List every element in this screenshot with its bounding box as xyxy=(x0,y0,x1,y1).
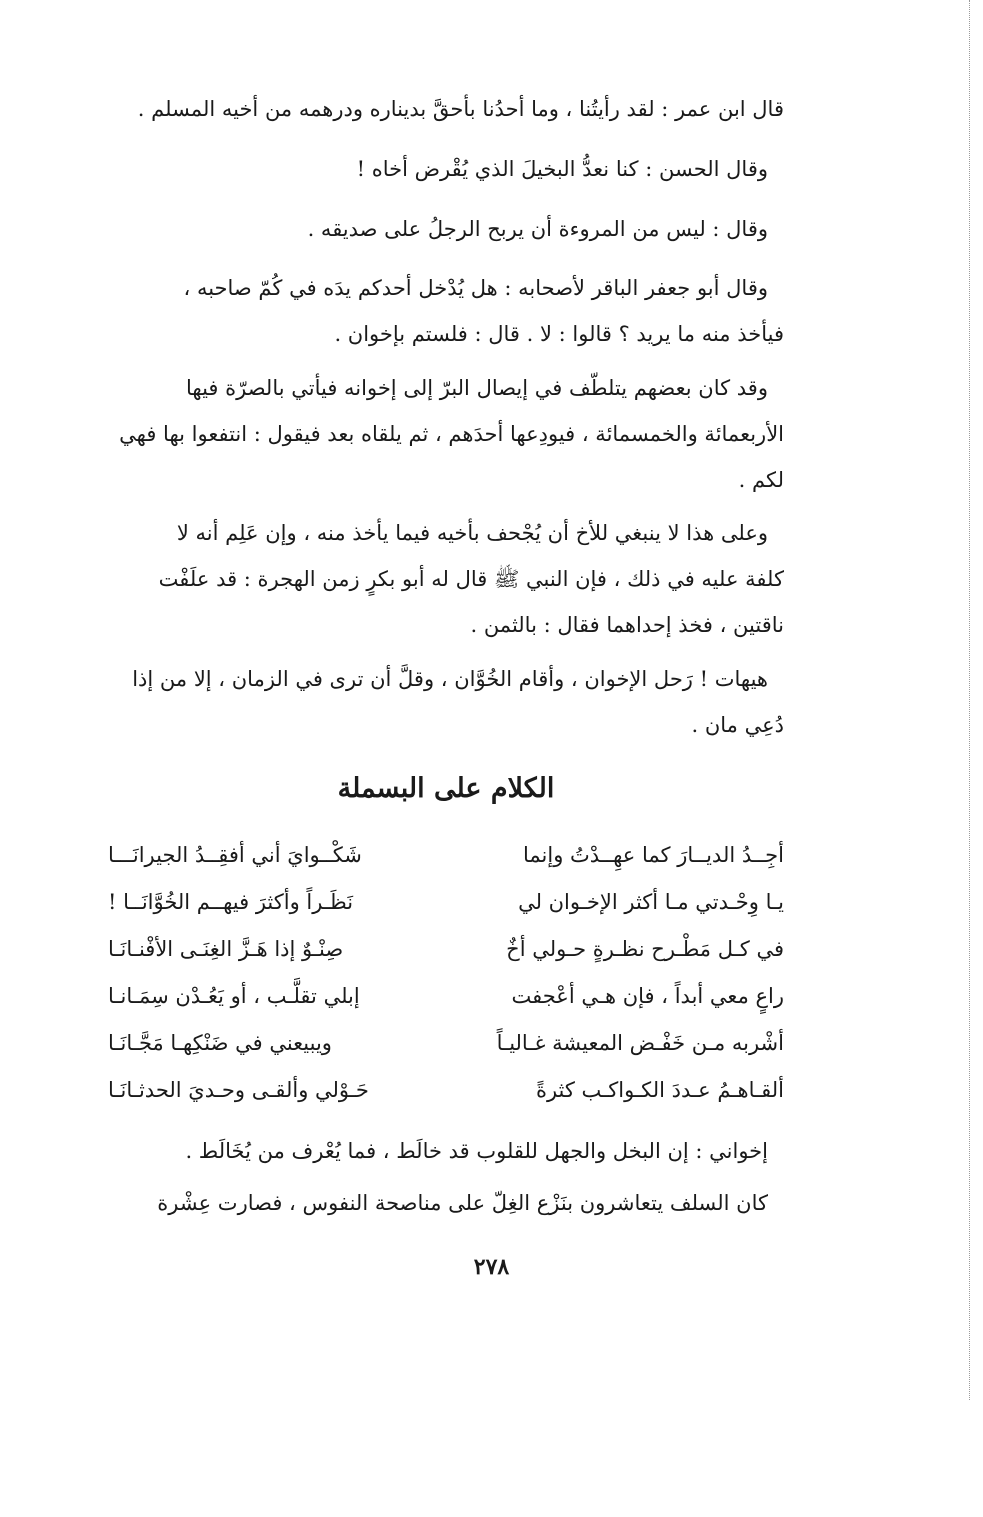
text-line: لكم . xyxy=(738,468,784,492)
page-number: ٢٧٨ xyxy=(473,1254,510,1280)
verse-first-hemistich: راعٍ معي أبداً ، فإن هـي أعْجفت xyxy=(511,984,784,1008)
paragraph xyxy=(108,1128,784,1174)
paragraph xyxy=(108,146,784,192)
verse-second-hemistich: ويبيعني في ضَنْكِهـا مَجَّـانَـا xyxy=(108,1031,332,1055)
paragraph xyxy=(108,86,784,132)
paragraph xyxy=(108,510,784,648)
text-line: كان السلف يتعاشرون بنَزْع الغِلّ على مناصحة النفوس ، فصارت عِشْرة xyxy=(157,1191,768,1215)
poem-verse xyxy=(108,832,784,879)
paragraph xyxy=(108,365,784,503)
verse-first-hemistich: أجِــدُ الديــارَ كما عهِــدْتُ وإنما xyxy=(523,843,784,867)
text-line: هيهات ! رَحل الإخوان ، وأقام الخُوَّان ، وقلَّ أن ترى في الزمان ، إلا من إذا xyxy=(132,667,768,691)
text-line: وقال : ليس من المروءة أن يربح الرجلُ على صديقه . xyxy=(307,217,768,241)
verse-first-hemistich: ألقـاهـمُ عـددَ الكـواكـب كثرةً xyxy=(535,1078,784,1102)
text-line: وقال أبو جعفر الباقر لأصحابه : هل يُدْخل أحدكم يدَه في كُمّ صاحبه ، xyxy=(183,276,768,300)
poem-verse xyxy=(108,1067,784,1114)
paragraph xyxy=(108,656,784,748)
text-line: وقد كان بعضهم يتلطّف في إيصال البرّ إلى إخوانه فيأتي بالصرّة فيها xyxy=(186,376,768,400)
text-line: الأربعمائة والخمسمائة ، فيودِعها أحدَهم ، ثم يلقاه بعد فيقول : انتفعوا بها فهي xyxy=(119,422,784,446)
section-heading: الكلام على البسملة xyxy=(337,773,555,804)
verse-second-hemistich: شَكْــوايَ أني أفقِــدُ الجيرانَـــا xyxy=(108,843,362,867)
verse-second-hemistich: نَظَـراً وأكثرَ فيهــم الخُوَّانَــا ! xyxy=(108,890,354,914)
page-edge-line xyxy=(969,0,970,1400)
poem-verse xyxy=(108,879,784,926)
text-line: ناقتين ، فخذ إحداهما فقال : بالثمن . xyxy=(470,613,784,637)
text-line: فيأخذ منه ما يريد ؟ قالوا : لا . قال : فلستم بإخوان . xyxy=(334,322,784,346)
text-line: قال ابن عمر : لقد رأيتُنا ، وما أحدُنا بأحقَّ بديناره ودرهمه من أخيه المسلم . xyxy=(137,97,784,121)
text-line: وعلى هذا لا ينبغي للأخ أن يُجْحف بأخيه فيما يأخذ منه ، وإن عَلِم أنه لا xyxy=(176,521,768,545)
text-line: كلفة عليه في ذلك ، فإن النبي ﷺ قال له أبو بكرٍ زمن الهجرة : قد علَفْت xyxy=(158,567,784,591)
paragraph xyxy=(108,1180,784,1226)
text-line: دُعِي مان . xyxy=(691,713,784,737)
verse-first-hemistich: في كـل مَطْـرح نظـرةٍ حـولي أخٌ xyxy=(506,937,784,961)
verse-first-hemistich: يـا وِحْـدتي مـا أكثر الإخـوان لي xyxy=(518,890,784,914)
paragraph xyxy=(108,206,784,252)
paragraph xyxy=(108,265,784,357)
verse-first-hemistich: أشْربه مـن خَفْـض المعيشة غـاليـاً xyxy=(496,1031,784,1055)
poem-verse xyxy=(108,973,784,1020)
poem-verse xyxy=(108,926,784,973)
text-line: وقال الحسن : كنا نعدُّ البخيلَ الذي يُقْرض أخاه ! xyxy=(356,157,768,181)
verse-second-hemistich: إبلي تقلَّـب ، أو يَعُـدْن سِمَـانـا xyxy=(108,984,360,1008)
poem xyxy=(108,832,784,1114)
verse-second-hemistich: صِنْـوٌ إذا هَـزَّ الغِنَـى الأفْنـانَـا xyxy=(108,937,344,961)
verse-second-hemistich: حَـوْلي وألقـى وحـديَ الحدثـانَـا xyxy=(108,1078,369,1102)
poem-verse xyxy=(108,1020,784,1067)
text-line: إخواني : إن البخل والجهل للقلوب قد خالَط ، فما يُعْرف من يُخَالَط . xyxy=(185,1139,768,1163)
